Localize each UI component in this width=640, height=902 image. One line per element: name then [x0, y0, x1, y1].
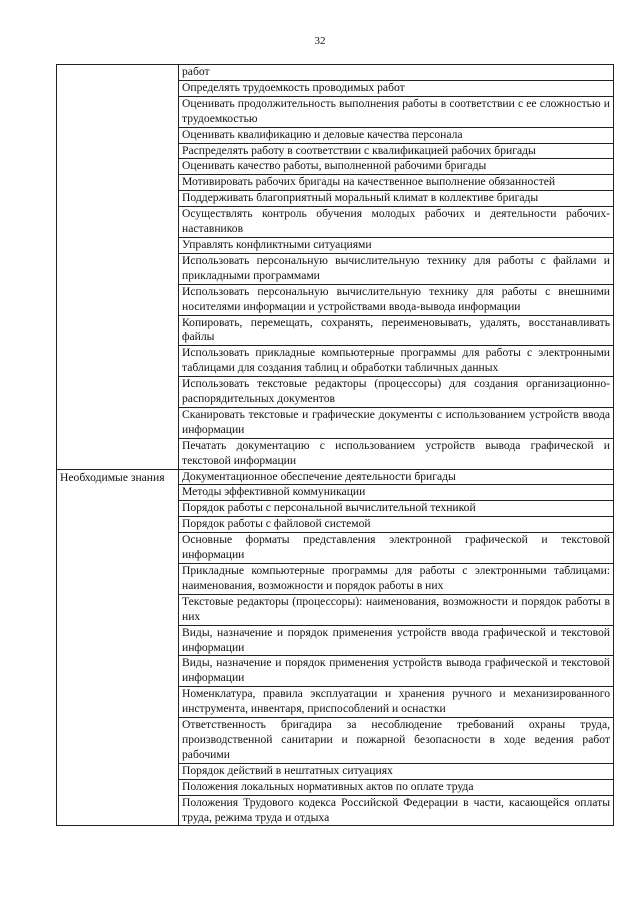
knowledge-item: Порядок работы с файловой системой: [179, 517, 614, 533]
skill-item: Сканировать текстовые и графические документы с использованием устройств ввода информации: [179, 407, 614, 438]
knowledge-item: Виды, назначение и порядок применения устройств вывода графической и текстовой информации: [179, 656, 614, 687]
skill-item: Управлять конфликтными ситуациями: [179, 237, 614, 253]
knowledge-item: Номенклатура, правила эксплуатации и хранения ручного и механизированного инструмента, инвентаря, приспособлений и оснастки: [179, 687, 614, 718]
requirements-table: [56, 64, 614, 826]
skill-item: работ: [179, 65, 614, 81]
knowledge-item: Прикладные компьютерные программы для работы с электронными таблицами: наименования, возможности и порядок работы в них: [179, 564, 614, 595]
skill-item: Осуществлять контроль обучения молодых рабочих и деятельности рабочих-наставников: [179, 207, 614, 238]
skill-item: Использовать персональную вычислительную технику для работы с файлами и прикладными программами: [179, 253, 614, 284]
skill-item: Копировать, перемещать, сохранять, переименовывать, удалять, восстанавливать файлы: [179, 315, 614, 346]
table-row: [57, 65, 614, 81]
skill-item: Мотивировать рабочих бригады на качественное выполнение обязанностей: [179, 175, 614, 191]
page-number: 32: [314, 35, 326, 47]
knowledge-item: Основные форматы представления электронной графической и текстовой информации: [179, 533, 614, 564]
skill-item: Поддерживать благоприятный моральный климат в коллективе бригады: [179, 191, 614, 207]
knowledge-item: Положения Трудового кодекса Российской Федерации в части, касающейся оплаты труда, режима труда и отдыха: [179, 795, 614, 826]
skill-item: Определять трудоемкость проводимых работ: [179, 80, 614, 96]
skill-item: Распределять работу в соответствии с квалификацией рабочих бригады: [179, 143, 614, 159]
knowledge-item: Порядок работы с персональной вычислительной техникой: [179, 501, 614, 517]
skill-item: Оценивать качество работы, выполненной рабочими бригады: [179, 159, 614, 175]
skill-item: Использовать текстовые редакторы (процессоры) для создания организационно-распорядительных документов: [179, 377, 614, 408]
knowledge-item: Ответственность бригадира за несоблюдение требований охраны труда, производственной санитарии и пожарной безопасности в ходе ведения работ рабочими: [179, 718, 614, 764]
skill-item: Использовать персональную вычислительную технику для работы с внешними носителями информации и устройствами ввода-вывода информации: [179, 284, 614, 315]
skill-item: Оценивать квалификацию и деловые качества персонала: [179, 127, 614, 143]
knowledge-item: Документационное обеспечение деятельности бригады: [179, 469, 614, 485]
knowledge-item: Виды, назначение и порядок применения устройств ввода графической и текстовой информации: [179, 625, 614, 656]
skills-label-cell: [57, 65, 179, 470]
knowledge-label: Необходимые знания: [57, 469, 179, 826]
skill-item: Печатать документацию с использованием устройств вывода графической и текстовой информации: [179, 438, 614, 469]
skill-item: Оценивать продолжительность выполнения работы в соответствии с ее сложностью и трудоемкостью: [179, 96, 614, 127]
knowledge-item: Методы эффективной коммуникации: [179, 485, 614, 501]
knowledge-item: Текстовые редакторы (процессоры): наименования, возможности и порядок работы в них: [179, 594, 614, 625]
skill-item: Использовать прикладные компьютерные программы для работы с электронными таблицами для создания таблиц и обработки табличных данных: [179, 346, 614, 377]
table-row: [57, 469, 614, 485]
knowledge-item: Положения локальных нормативных актов по оплате труда: [179, 779, 614, 795]
knowledge-item: Порядок действий в нештатных ситуациях: [179, 763, 614, 779]
